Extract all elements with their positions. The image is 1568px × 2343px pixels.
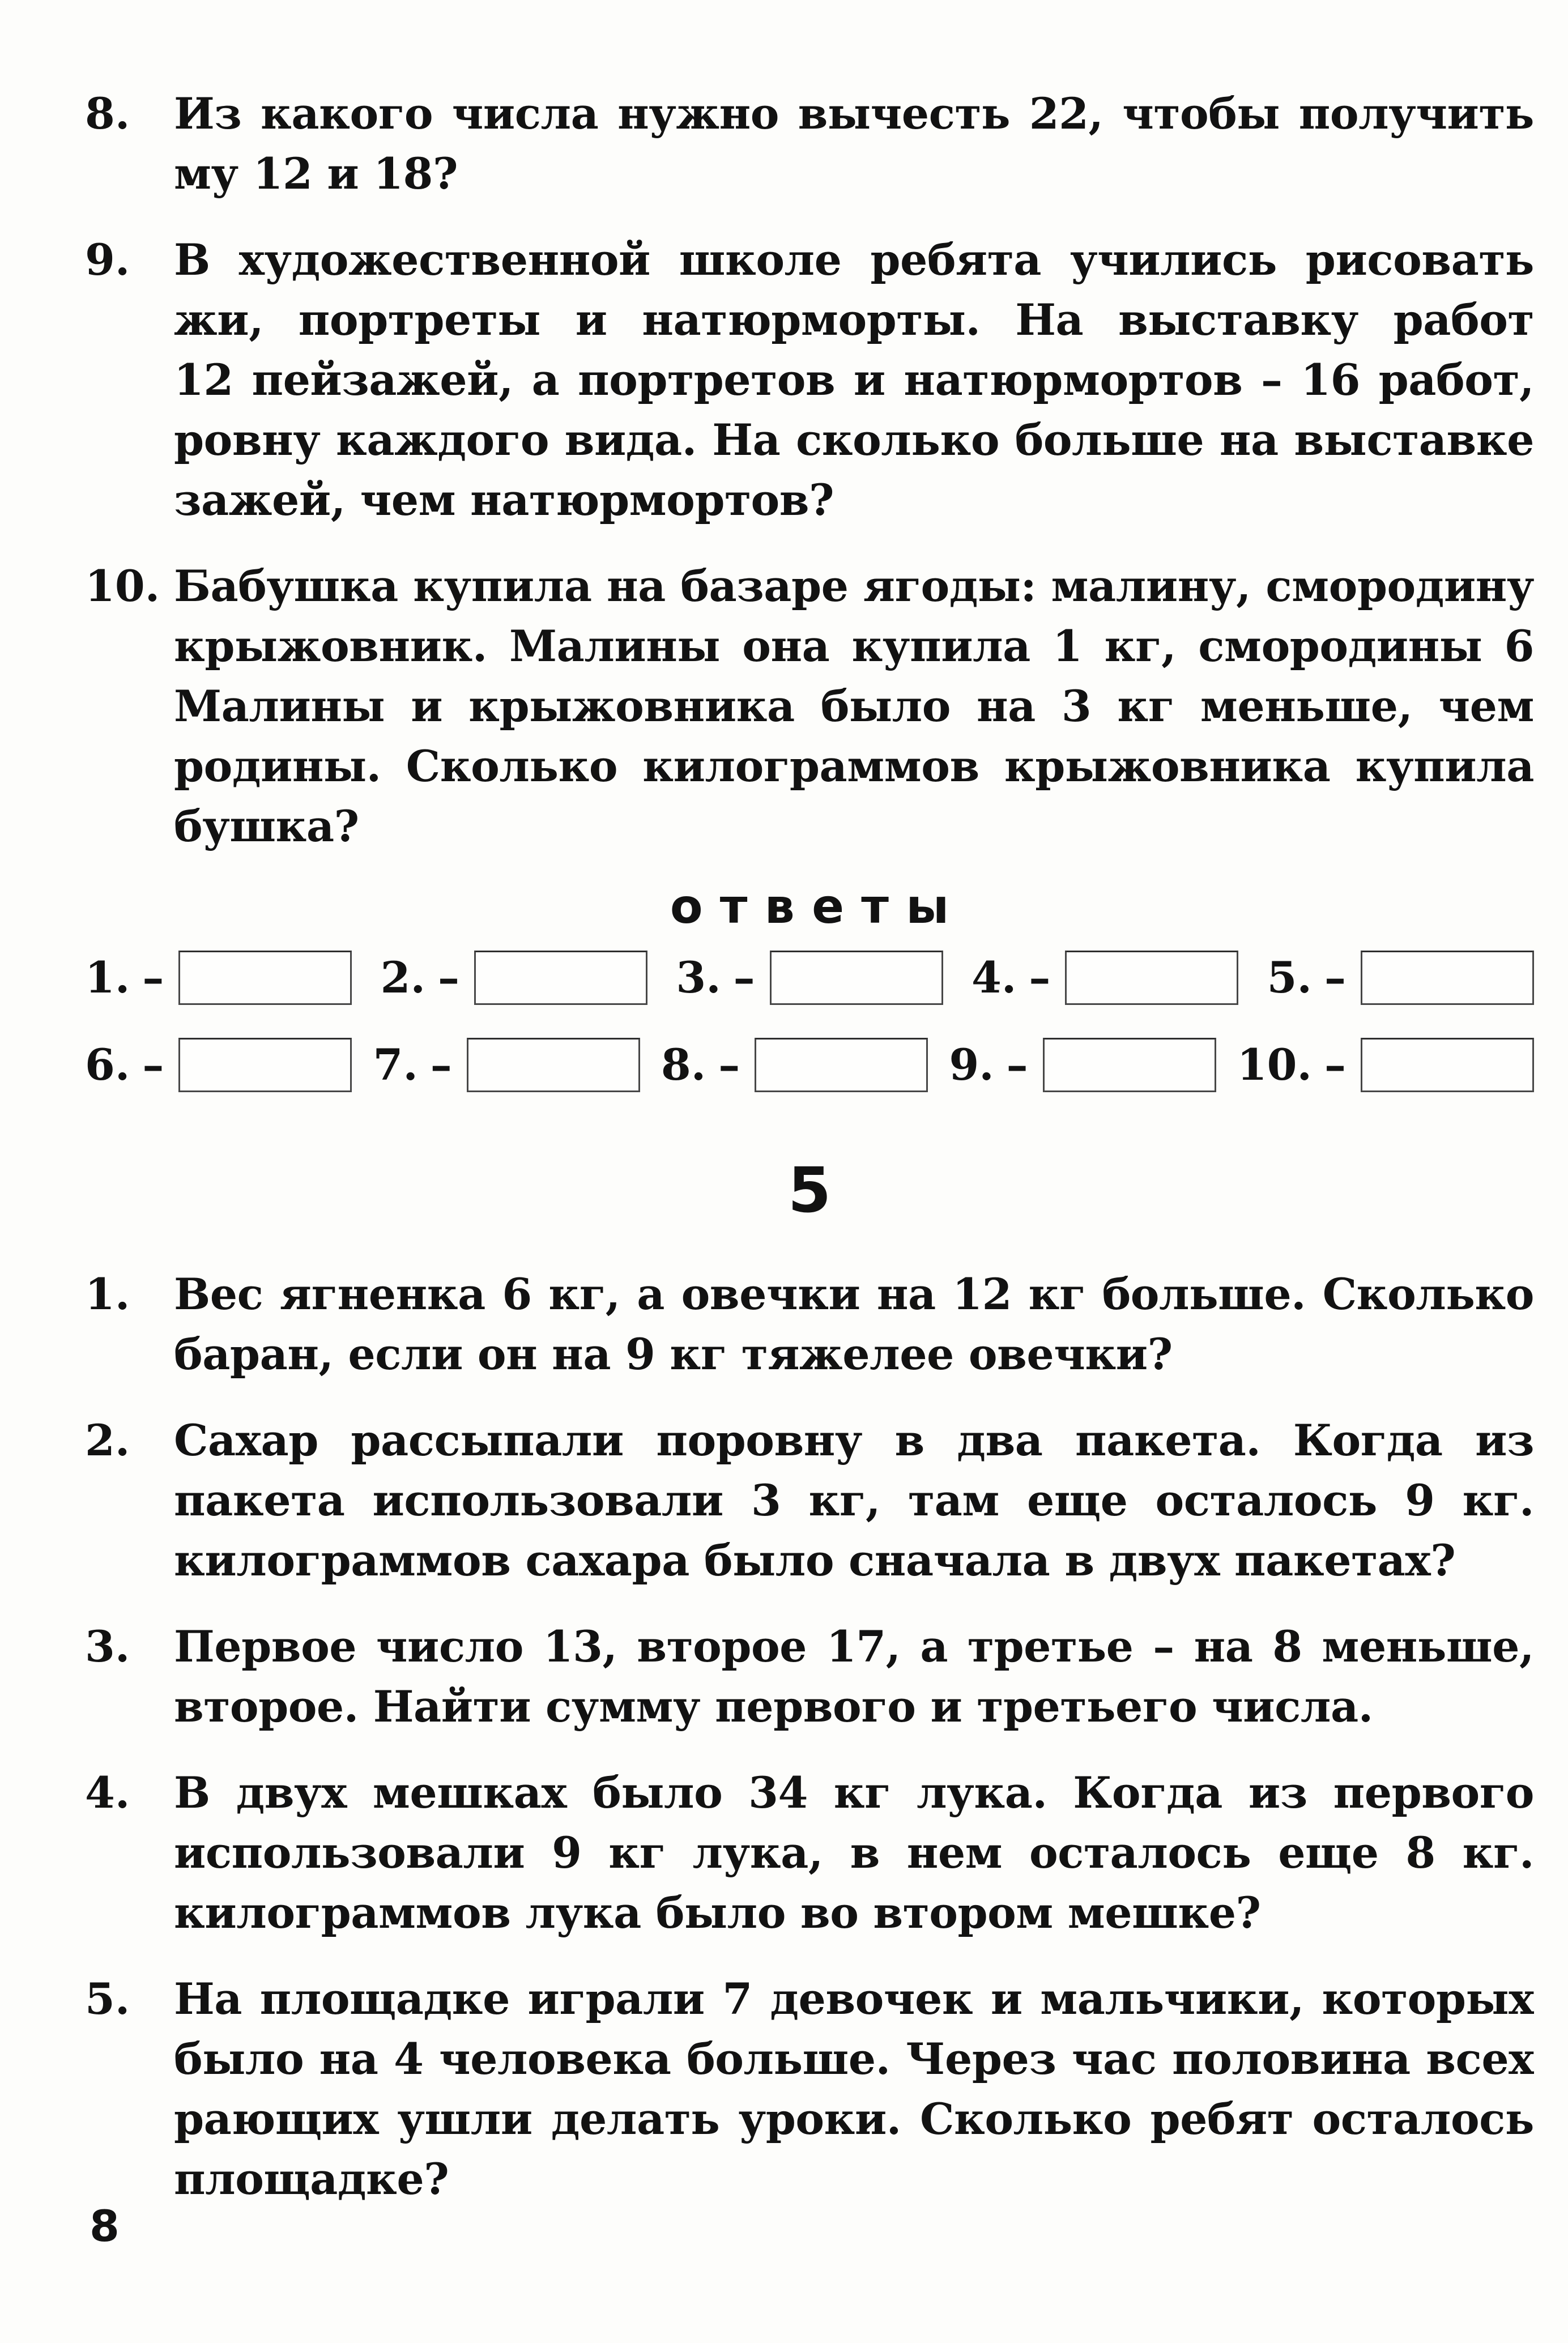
answer-cell-4	[972, 951, 1238, 1005]
problem-text-line: Из какого числа нужно вычесть 22, чтобы получить	[174, 88, 1534, 139]
answer-cell-6	[85, 1038, 352, 1092]
answer-label: 9.	[949, 1040, 994, 1090]
answer-cell-3	[676, 951, 943, 1005]
problem-number: 2.	[85, 1415, 130, 1466]
section-heading: 5	[787, 1154, 832, 1226]
problem-text	[174, 1264, 1534, 1385]
answer-box-3[interactable]	[770, 951, 943, 1005]
problem-number: 5.	[85, 1974, 130, 2024]
answer-label: 7.	[373, 1040, 418, 1090]
answer-dash: –	[1029, 952, 1051, 1003]
answer-dash: –	[142, 1040, 164, 1090]
problem-5-2	[85, 1411, 1534, 1591]
answer-dash: –	[438, 952, 459, 1003]
answer-label: 4.	[971, 952, 1017, 1003]
problem-number: 3.	[85, 1621, 130, 1672]
problem-8	[85, 84, 1534, 204]
problem-5-5	[85, 1969, 1534, 2209]
problem-text-line: родины. Сколько килограммов крыжовника купила	[174, 741, 1534, 791]
problem-text-line: Первое число 13, второе 17, а третье – на 8 меньше,	[174, 1621, 1534, 1672]
answer-box-7[interactable]	[467, 1038, 640, 1092]
answers-heading: ответы	[670, 879, 966, 934]
problem-text-line: ровну каждого вида. На сколько больше на выставке	[174, 415, 1534, 465]
answer-label: 3.	[676, 952, 721, 1003]
problem-text-line: килограммов лука было во втором мешке?	[174, 1888, 1261, 1938]
problem-text-line: На площадке играли 7 девочек и мальчики, которых	[174, 1974, 1534, 2024]
problem-text	[174, 230, 1534, 530]
answer-dash: –	[733, 952, 755, 1003]
answer-dash: –	[1006, 1040, 1028, 1090]
problem-5-1	[85, 1264, 1534, 1385]
answer-cell-1	[85, 951, 352, 1005]
problem-text-line: второе. Найти сумму первого и третьего числа.	[174, 1681, 1373, 1732]
problem-text-line: пакета использовали 3 кг, там еще осталось 9 кг.	[174, 1475, 1534, 1526]
answer-box-8[interactable]	[755, 1038, 928, 1092]
answer-dash: –	[1324, 952, 1346, 1003]
answer-cell-2	[381, 951, 647, 1005]
answer-box-9[interactable]	[1043, 1038, 1216, 1092]
answer-dash: –	[430, 1040, 452, 1090]
problem-text	[174, 1969, 1534, 2209]
problem-5-3	[85, 1617, 1534, 1737]
answer-box-2[interactable]	[474, 951, 647, 1005]
problem-text	[174, 1617, 1534, 1737]
answer-box-6[interactable]	[178, 1038, 352, 1092]
problem-text-line: Бабушка купила на базаре ягоды: малину, смородину	[174, 561, 1534, 611]
problem-text	[174, 1763, 1534, 1943]
problem-5-4	[85, 1763, 1534, 1943]
answer-box-1[interactable]	[178, 951, 352, 1005]
problem-text-line: зажей, чем натюрмортов?	[174, 475, 834, 525]
answer-cell-8	[661, 1038, 928, 1092]
answer-dash: –	[1324, 1040, 1346, 1090]
answer-label: 8.	[661, 1040, 706, 1090]
problem-text-line: использовали 9 кг лука, в нем осталось еще 8 кг.	[174, 1827, 1534, 1878]
answer-dash: –	[718, 1040, 740, 1090]
problem-text-line: было на 4 человека больше. Через час половина всех	[174, 2034, 1534, 2084]
problem-text	[174, 556, 1534, 857]
problem-number: 10.	[85, 561, 160, 611]
problem-text-line: площадке?	[174, 2154, 449, 2204]
problem-text-line: Сахар рассыпали поровну в два пакета. Когда из	[174, 1415, 1534, 1466]
page-number: 8	[90, 2201, 120, 2251]
answer-cell-5	[1267, 951, 1534, 1005]
problem-number: 9.	[85, 235, 130, 285]
problem-text-line: рающих ушли делать уроки. Сколько ребят осталось	[174, 2094, 1534, 2144]
problem-text-line: В художественной школе ребята учились рисовать	[174, 235, 1534, 285]
answer-cell-10	[1237, 1038, 1534, 1092]
problem-text-line: бушка?	[174, 801, 359, 851]
problem-text-line: В двух мешках было 34 кг лука. Когда из первого	[174, 1767, 1534, 1818]
problem-text	[174, 1411, 1534, 1591]
answer-label: 6.	[85, 1040, 130, 1090]
answer-label: 1.	[85, 952, 130, 1003]
answer-label: 10.	[1237, 1040, 1312, 1090]
answer-cell-7	[373, 1038, 640, 1092]
problem-text	[174, 84, 1534, 204]
problem-text-line: Вес ягненка 6 кг, а овечки на 12 кг больше. Сколько	[174, 1269, 1534, 1319]
problem-text-line: 12 пейзажей, а портретов и натюрмортов – 16 работ,	[174, 355, 1534, 405]
problem-text-line: килограммов сахара было сначала в двух пакетах?	[174, 1535, 1456, 1586]
problem-text-line: крыжовник. Малины она купила 1 кг, смородины 6	[174, 621, 1534, 671]
problem-number: 1.	[85, 1269, 130, 1319]
answer-label: 2.	[380, 952, 425, 1003]
problem-text-line: баран, если он на 9 кг тяжелее овечки?	[174, 1329, 1173, 1379]
answer-box-5[interactable]	[1361, 951, 1534, 1005]
answer-box-10[interactable]	[1361, 1038, 1534, 1092]
answer-box-4[interactable]	[1065, 951, 1238, 1005]
answer-label: 5.	[1267, 952, 1312, 1003]
problem-10	[85, 556, 1534, 857]
problem-number: 8.	[85, 88, 130, 139]
problem-text-line: му 12 и 18?	[174, 148, 458, 199]
answers-row-2	[85, 1038, 1534, 1092]
problem-text-line: жи, портреты и натюрморты. На выставку работ	[174, 295, 1534, 345]
answers-row-1	[85, 951, 1534, 1005]
problem-text-line: Малины и крыжовника было на 3 кг меньше, чем	[174, 681, 1534, 731]
answer-dash: –	[142, 952, 164, 1003]
answer-cell-9	[949, 1038, 1216, 1092]
problem-9	[85, 230, 1534, 530]
problem-number: 4.	[85, 1767, 130, 1818]
